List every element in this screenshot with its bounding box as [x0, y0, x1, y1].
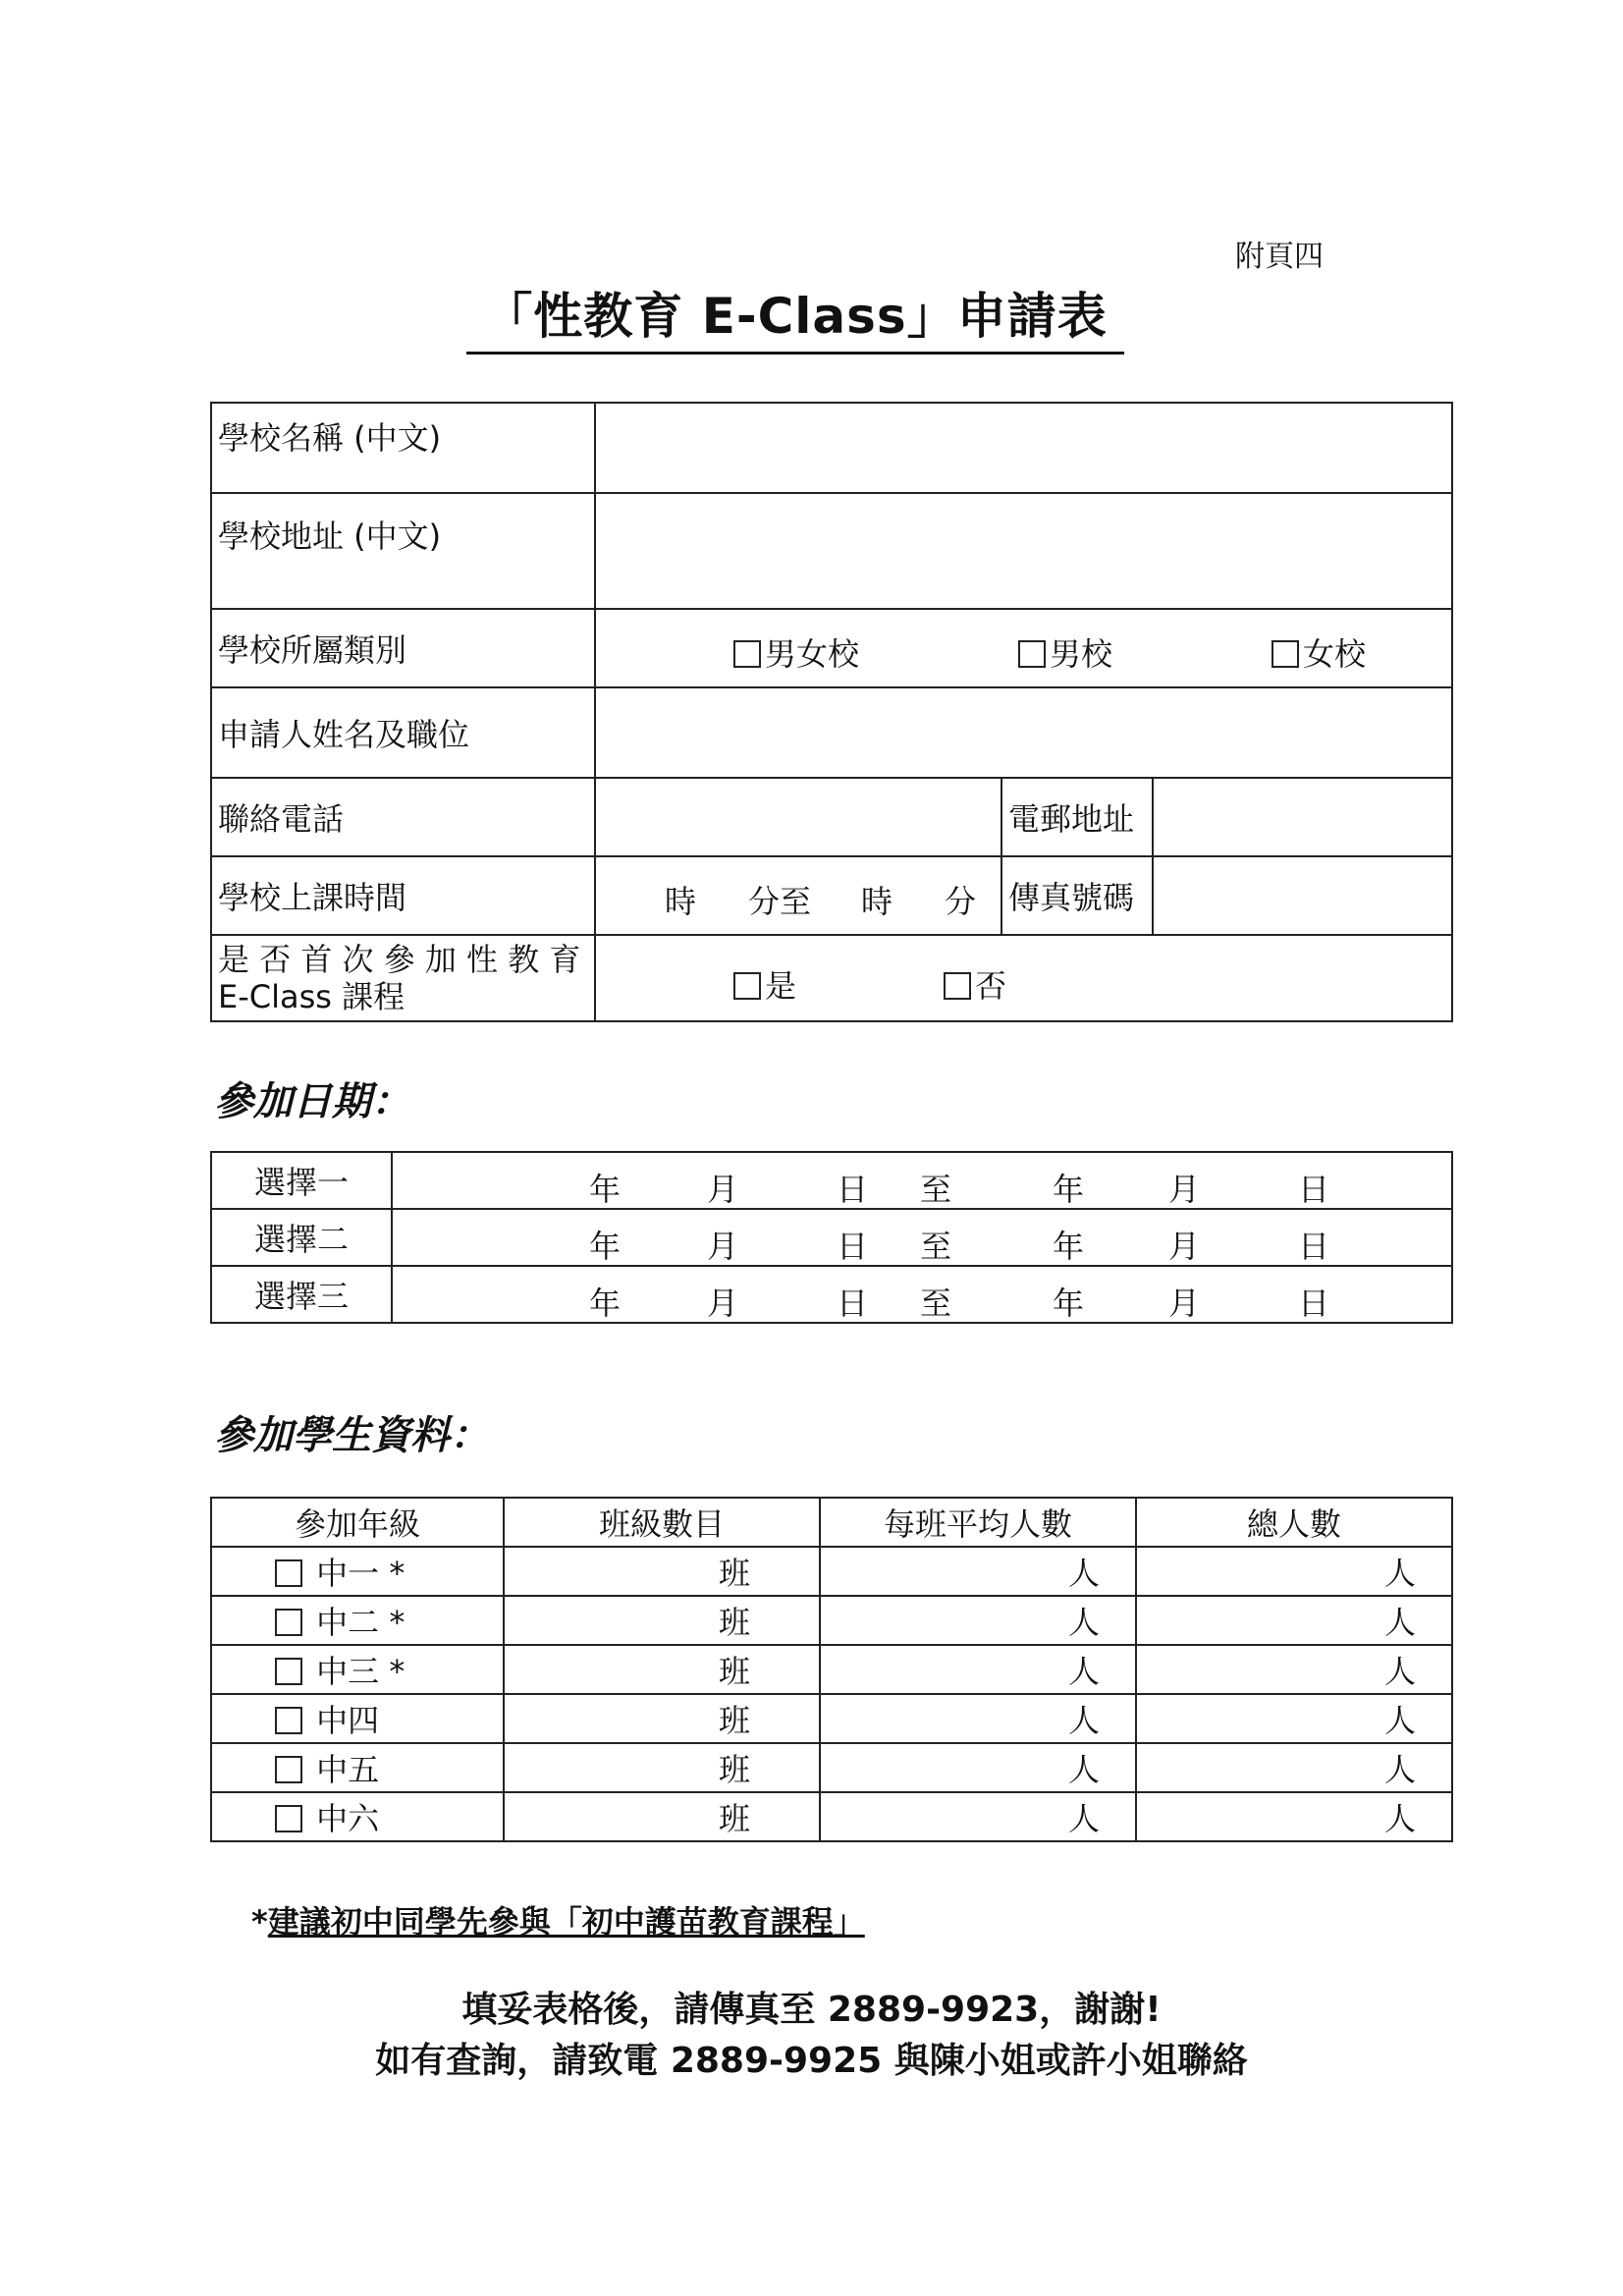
avg-students-field[interactable]: 人: [820, 1547, 1136, 1596]
checkbox-icon: [733, 640, 761, 668]
header-grade: 參加年級: [211, 1498, 504, 1547]
table-row: [211, 1694, 1452, 1743]
class-count-field[interactable]: 班: [504, 1792, 820, 1841]
class-time-label: 學校上課時間: [211, 856, 595, 935]
date-option-label: 選擇二: [211, 1209, 392, 1266]
total-students-field[interactable]: 人: [1136, 1547, 1452, 1596]
checkbox-icon: [275, 1707, 302, 1734]
grade-option[interactable]: 中六: [211, 1792, 504, 1841]
table-row: [211, 1596, 1452, 1645]
school-address-label: 學校地址 (中文): [211, 493, 595, 609]
grade-option[interactable]: 中三 *: [211, 1645, 504, 1694]
total-students-field[interactable]: 人: [1136, 1792, 1452, 1841]
first-time-label: 是 否 首 次 參 加 性 教 育 E-Class 課程: [211, 935, 595, 1021]
school-info-table: [210, 402, 1453, 1022]
checkbox-icon: [275, 1658, 302, 1685]
date-range-field[interactable]: 年 月 日 至 年 月 日: [392, 1266, 1452, 1323]
fax-label: 傳真號碼: [1001, 856, 1153, 935]
phone-label: 聯絡電話: [211, 778, 595, 856]
checkbox-icon: [1018, 640, 1046, 668]
class-count-field[interactable]: 班: [504, 1547, 820, 1596]
header-class-count: 班級數目: [504, 1498, 820, 1547]
class-time-field[interactable]: 時 分至 時 分: [595, 856, 1001, 935]
applicant-field[interactable]: [595, 687, 1452, 778]
checkbox-icon: [275, 1756, 302, 1783]
grade-option[interactable]: 中二 *: [211, 1596, 504, 1645]
school-type-options: [595, 609, 1452, 687]
form-title: 「性教育 E-Class」申請表: [466, 277, 1124, 355]
avg-students-field[interactable]: 人: [820, 1743, 1136, 1792]
email-label: 電郵地址: [1001, 778, 1153, 856]
total-students-field[interactable]: 人: [1136, 1596, 1452, 1645]
checkbox-icon: [944, 972, 971, 1000]
avg-students-field[interactable]: 人: [820, 1694, 1136, 1743]
total-students-field[interactable]: 人: [1136, 1645, 1452, 1694]
date-option-label: 選擇三: [211, 1266, 392, 1323]
class-count-field[interactable]: 班: [504, 1694, 820, 1743]
school-type-label: 學校所屬類別: [211, 609, 595, 687]
checkbox-icon: [733, 972, 761, 1000]
option-no[interactable]: 否: [944, 961, 1006, 1007]
avg-students-field[interactable]: 人: [820, 1645, 1136, 1694]
checkbox-icon: [275, 1609, 302, 1636]
grade-option[interactable]: 中四: [211, 1694, 504, 1743]
table-row: [211, 1547, 1452, 1596]
checkbox-icon: [1271, 640, 1299, 668]
class-count-field[interactable]: 班: [504, 1596, 820, 1645]
option-coed[interactable]: 男女校: [733, 629, 859, 675]
checkbox-icon: [275, 1805, 302, 1832]
table-row: [211, 1792, 1452, 1841]
option-yes[interactable]: 是: [733, 961, 796, 1007]
students-heading: 參加學生資料：: [214, 1413, 489, 1458]
school-name-label: 學校名稱 (中文): [211, 403, 595, 493]
students-table: [210, 1497, 1453, 1842]
date-range-field[interactable]: 年 月 日 至 年 月 日: [392, 1152, 1452, 1209]
option-boys[interactable]: 男校: [1018, 629, 1112, 675]
applicant-label: 申請人姓名及職位: [211, 687, 595, 778]
table-row: [211, 1645, 1452, 1694]
class-count-field[interactable]: 班: [504, 1743, 820, 1792]
phone-field[interactable]: [595, 778, 1001, 856]
fax-instruction: 填妥表格後，請傳真至 2889-9923，謝謝!: [461, 1990, 1162, 2030]
fax-field[interactable]: [1153, 856, 1452, 935]
email-field[interactable]: [1153, 778, 1452, 856]
avg-students-field[interactable]: 人: [820, 1596, 1136, 1645]
table-row: [211, 1743, 1452, 1792]
header-total-students: 總人數: [1136, 1498, 1452, 1547]
contact-instruction: 如有查詢，請致電 2889-9925 與陳小姐或許小姐聯絡: [375, 2041, 1248, 2081]
grade-option[interactable]: 中五: [211, 1743, 504, 1792]
first-time-options: [595, 935, 1452, 1021]
checkbox-icon: [275, 1559, 302, 1587]
school-address-field[interactable]: [595, 493, 1452, 609]
recommendation-note: *建議初中同學先參與「初中護苗教育課程」: [251, 1903, 865, 1941]
dates-heading: 參加日期：: [214, 1079, 410, 1124]
date-option-label: 選擇一: [211, 1152, 392, 1209]
total-students-field[interactable]: 人: [1136, 1743, 1452, 1792]
header-avg-students: 每班平均人數: [820, 1498, 1136, 1547]
option-girls[interactable]: 女校: [1271, 629, 1366, 675]
page-label: 附頁四: [1235, 240, 1324, 274]
class-count-field[interactable]: 班: [504, 1645, 820, 1694]
dates-table: [210, 1151, 1453, 1324]
total-students-field[interactable]: 人: [1136, 1694, 1452, 1743]
avg-students-field[interactable]: 人: [820, 1792, 1136, 1841]
date-range-field[interactable]: 年 月 日 至 年 月 日: [392, 1209, 1452, 1266]
grade-option[interactable]: 中一 *: [211, 1547, 504, 1596]
school-name-field[interactable]: [595, 403, 1452, 493]
